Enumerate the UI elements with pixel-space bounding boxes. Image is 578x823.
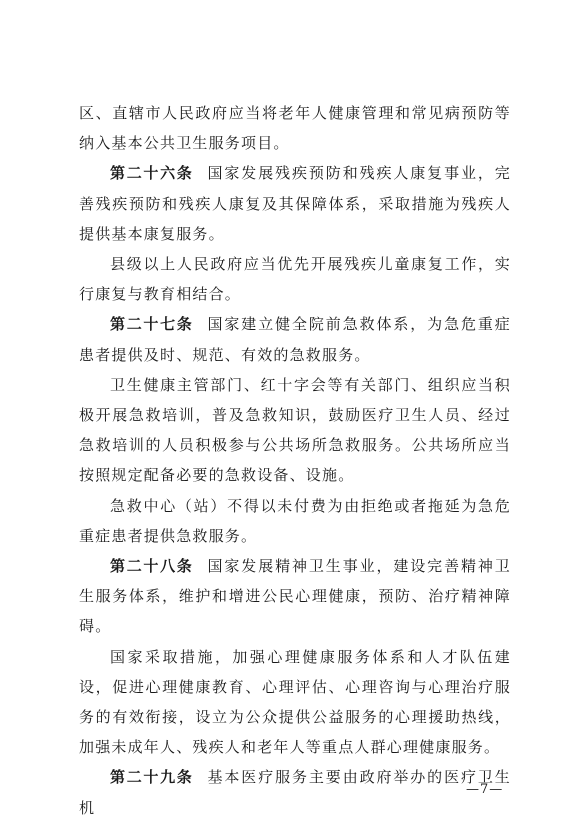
page-number: —7—: [466, 782, 504, 797]
paragraph-text: 国家发展精神卫生事业，建设完善精神卫生服务体系，维护和增进公民心理健康，预防、治疗精神障碍。: [79, 557, 511, 636]
paragraph-text: 急救中心（站）不得以未付费为由拒绝或者拖延为急危重症患者提供急救服务。: [79, 496, 511, 545]
paragraph-text: 区、直辖市人民政府应当将老年人健康管理和常见病预防等纳入基本公共卫生服务项目。: [79, 104, 511, 153]
article-number: 第二十九条: [110, 768, 194, 787]
paragraph: [79, 370, 511, 491]
article-paragraph: [79, 762, 511, 822]
article-paragraph: [79, 309, 511, 369]
article-paragraph: [79, 551, 511, 642]
article-paragraph: [79, 158, 511, 249]
paragraph: [79, 491, 511, 551]
paragraph: [79, 249, 511, 309]
article-number: 第二十八条: [110, 557, 194, 576]
article-number: 第二十六条: [110, 164, 194, 183]
paragraph-text: 基本医疗服务主要由政府举办的医疗卫生机: [79, 768, 511, 817]
paragraph-text: 卫生健康主管部门、红十字会等有关部门、组织应当积极开展急救培训，普及急救知识，鼓励医疗卫生人员、经过急救培训的人员积极参与公共场所急救服务。公共场所应当按照规定配备必要的急救设备、设施。: [79, 375, 511, 485]
paragraph: [79, 98, 511, 158]
paragraph-text: 国家建立健全院前急救体系，为急危重症患者提供及时、规范、有效的急救服务。: [79, 315, 511, 364]
article-number: 第二十七条: [110, 315, 194, 334]
paragraph-text: 国家发展残疾预防和残疾人康复事业，完善残疾预防和残疾人康复及其保障体系，采取措施为残疾人提供基本康复服务。: [79, 164, 511, 243]
paragraph-text: 国家采取措施，加强心理健康服务体系和人才队伍建设，促进心理健康教育、心理评估、心理咨询与心理治疗服务的有效衔接，设立为公众提供公益服务的心理援助热线，加强未成年人、残疾人和老年人等重点人群心理健康服务。: [79, 647, 511, 757]
body-text: [79, 98, 511, 823]
paragraph-text: 县级以上人民政府应当优先开展残疾儿童康复工作，实行康复与教育相结合。: [79, 255, 511, 304]
paragraph: [79, 642, 511, 763]
